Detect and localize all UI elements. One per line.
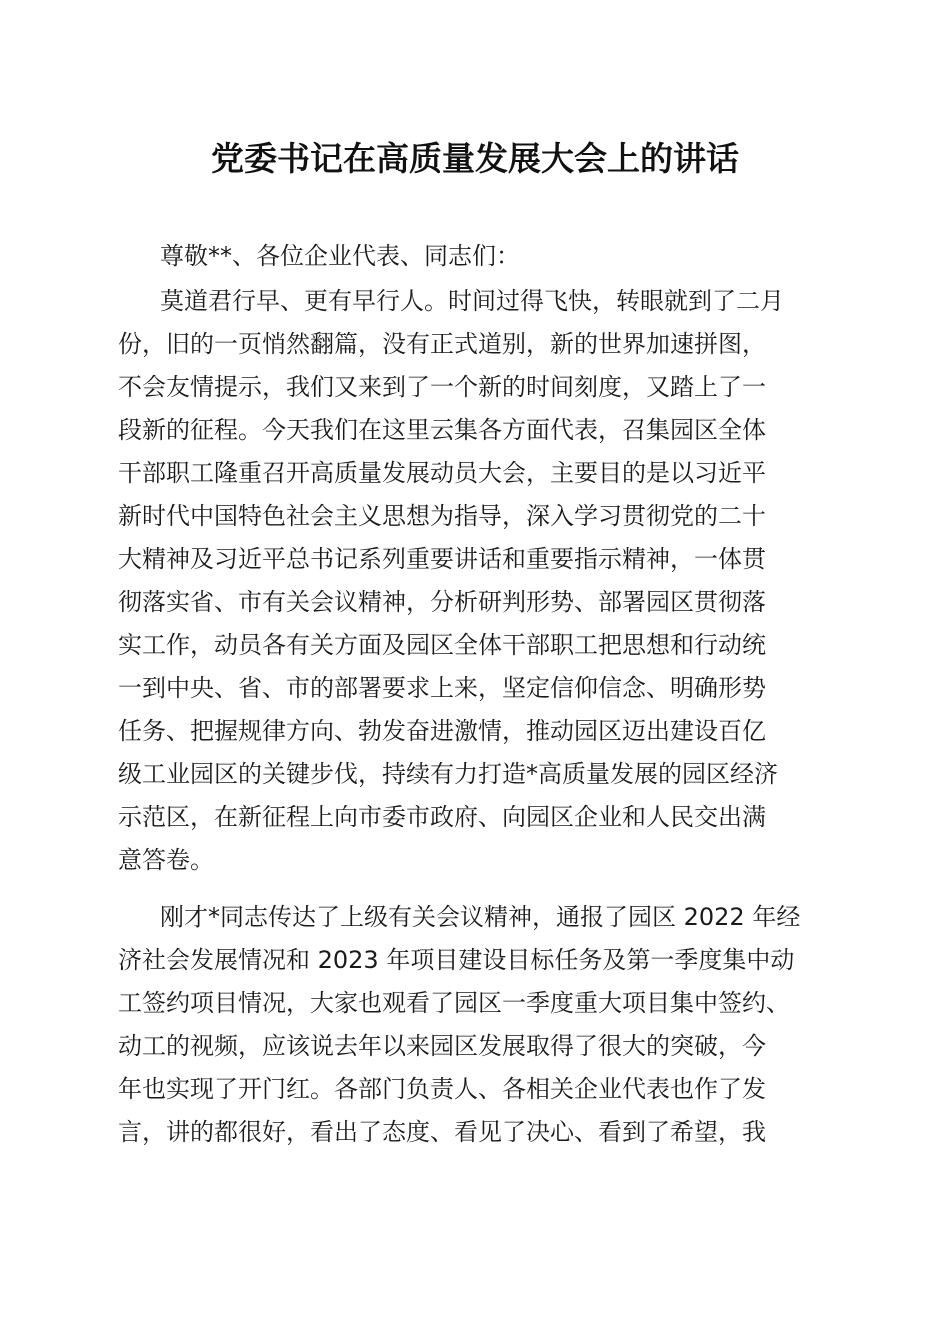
paragraph-1-line: 任务、把握规律方向、勃发奋进激情，推动园区迈出建设百亿 — [118, 717, 766, 745]
paragraph-1-line: 莫道君行早、更有早行人。时间过得飞快，转眼就到了二月 — [160, 287, 784, 315]
paragraph-1-line: 不会友情提示，我们又来到了一个新的时间刻度，又踏上了一 — [118, 373, 766, 401]
paragraph-1-line: 级工业园区的关键步伐，持续有力打造*高质量发展的园区经济 — [118, 760, 778, 788]
paragraph-1-line: 意答卷。 — [118, 846, 214, 874]
paragraph-1-line: 新时代中国特色社会主义思想为指导，深入学习贯彻党的二十 — [118, 502, 766, 530]
paragraph-1-line: 彻落实省、市有关会议精神，分析研判形势、部署园区贯彻落 — [118, 588, 766, 616]
document-title: 党委书记在高质量发展大会上的讲话 — [211, 139, 739, 178]
paragraph-2-line: 动工的视频，应该说去年以来园区发展取得了很大的突破，今 — [118, 1032, 766, 1060]
salutation: 尊敬**、各位企业代表、同志们： — [160, 242, 520, 270]
paragraph-1-line: 大精神及习近平总书记系列重要讲话和重要指示精神，一体贯 — [118, 545, 766, 573]
paragraph-1-line: 份，旧的一页悄然翻篇，没有正式道别，新的世界加速拼图， — [118, 330, 766, 358]
paragraph-2-line: 言，讲的都很好，看出了态度、看见了决心、看到了希望，我 — [118, 1118, 766, 1146]
paragraph-2-line: 刚才*同志传达了上级有关会议精神，通报了园区 2022 年经 — [160, 903, 801, 931]
paragraph-1-line: 段新的征程。今天我们在这里云集各方面代表，召集园区全体 — [118, 416, 766, 444]
paragraph-1-line: 示范区，在新征程上向市委市政府、向园区企业和人民交出满 — [118, 803, 766, 831]
paragraph-1-line: 一到中央、省、市的部署要求上来，坚定信仰信念、明确形势 — [118, 674, 766, 702]
paragraph-2-line: 工签约项目情况，大家也观看了园区一季度重大项目集中签约、 — [118, 989, 790, 1017]
paragraph-1-line: 实工作，动员各有关方面及园区全体干部职工把思想和行动统 — [118, 631, 766, 659]
paragraph-2-line: 济社会发展情况和 2023 年项目建设目标任务及第一季度集中动 — [118, 946, 795, 974]
paragraph-2-line: 年也实现了开门红。各部门负责人、各相关企业代表也作了发 — [118, 1075, 766, 1103]
paragraph-1-line: 干部职工隆重召开高质量发展动员大会，主要目的是以习近平 — [118, 459, 766, 487]
